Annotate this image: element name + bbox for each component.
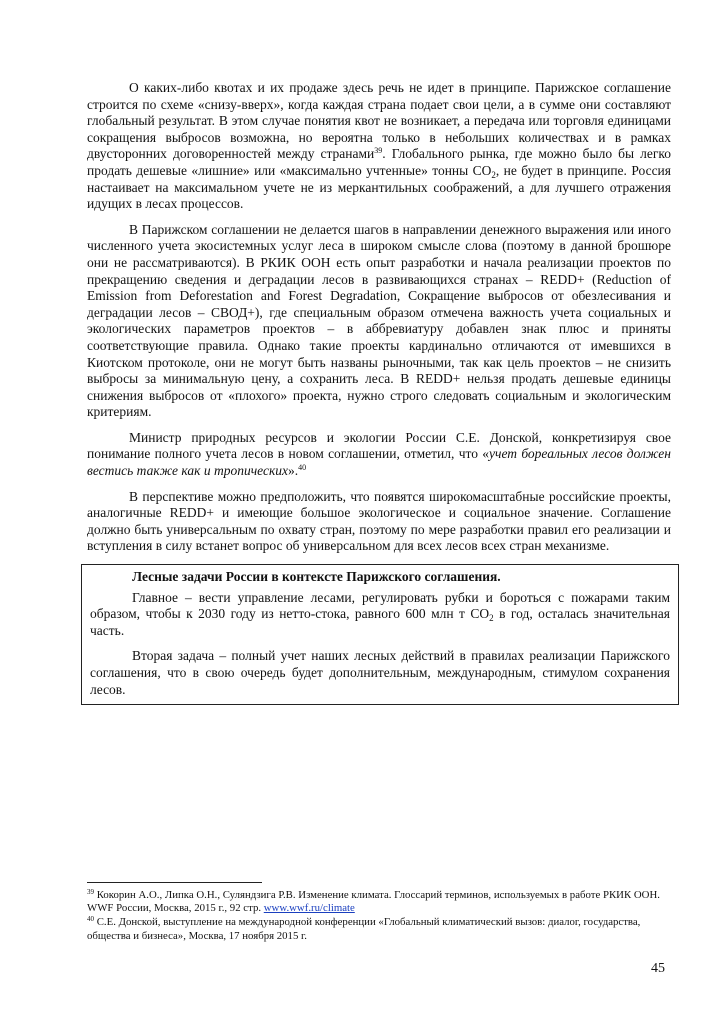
forest-tasks-box — [81, 564, 679, 705]
co2-subscript: 2 — [489, 613, 494, 624]
footnote-40: $^{40}$ С.Е. Донской, выступление на международной конференции «Глобальный климатический вызов: диалог, государства, общества и бизнеса», Москва, 17 ноября 2015 г. — [87, 915, 641, 942]
co2-subscript: 2 — [491, 169, 496, 180]
page-body — [87, 80, 671, 705]
paragraph-4: В перспективе можно предположить, что появятся широкомасштабные российские проекты, аналогичные REDD+ и имеющие большое экологическое и социальное значение. Соглашение должно быть универсальным по охвату стран, поэтому по мере разработки правил его реализации и вступления в силу встанет вопрос об универсальном для всех лесов всех стран механизме. — [87, 488, 671, 554]
page-number: 45 — [651, 961, 665, 976]
footnote-ref-40[interactable]: 40 — [298, 463, 307, 473]
minister-quote: учет бореальных лесов должен вестись также как и тропических — [87, 446, 671, 479]
paragraph-3: Министр природных ресурсов и экологии России С.Е. Донской, конкретизируя свое понимание полного учета лесов в новом соглашении, отметил, что «учет бореальных лесов должен вестись также как и тропических».$^{40}$ — [87, 429, 671, 479]
wwf-climate-link[interactable]: www.wwf.ru/climate — [263, 902, 355, 915]
paragraph-2: В Парижском соглашении не делается шагов в направлении денежного выражения или иного численного учета экосистемных услуг леса в широком смысле слова (поэтому в данной брошюре они не рассматриваются). В РКИК ООН есть опыт разработки и начала реализации проектов по прекращению сведения и деградации лесов в развивающихся странах – REDD+ (Reduction of Emission from Deforestation and Forest Degradation, Сокращение выбросов от обезлесивания и деградации лесов – СВОД+), где специальным образом отмечена важность учета социальных и экологических параметров проектов – в аббревиатуру добавлен знак плюс и приняты соответствующие правила. Однако такие проекты кардинально отличаются от имевшихся в Киотском протоколе, они не могут быть названы рыночными, так как цель проектов – не снизить выбросы за минимальную цену, а сохранить леса. В REDD+ нельзя продать дешевые единицы снижения выбросов от «плохого» проекта, нужно строго следовать социальным и экологическим критериям. — [87, 221, 671, 420]
box-paragraph-2: Вторая задача – полный учет наших лесных действий в правилах реализации Парижского соглашения, что в свою очередь будет дополнительным, международным, стимулом сохранения лесов. — [90, 648, 670, 697]
footnotes — [87, 889, 677, 944]
box-paragraph-1: Главное – вести управление лесами, регулировать рубки и бороться с пожарами таким образом, чтобы к 2030 году из нетто-стока, равного 600 млн т $СО_2$ в год, осталась значительная часть. — [90, 589, 670, 638]
footnote-divider — [87, 882, 262, 883]
footnote-39: $^{39}$ Кокорин А.О., Липка О.Н., Суляндзига Р.В. Изменение климата. Глоссарий терминов, используемых в работе РКИК ООН. WWF России, Москва, 2015 г., 92 стр. www.wwf.ru/climate — [87, 888, 660, 915]
footnote-ref-39[interactable]: 39 — [374, 146, 383, 156]
box-title: Лесные задачи России в контексте Парижского соглашения. — [132, 569, 501, 585]
paragraph-1: О каких-либо квотах и их продаже здесь речь не идет в принципе. Парижское соглашение строится по схеме «снизу-вверх», когда каждая страна подает свои цели, а в сумме они составляют глобальный результат. В этом случае понятия квот не возникает, а передача или торговля единицами сокращения выбросов возможна, но вероятна только в небольших количествах и в рамках двусторонних договоренностей между странами$^{39}$. Глобального рынка, где можно было бы легко продать дешевые «лишние» или «максимально учтенные» тонны $СО_2$, не будет в принципе. Россия настаивает на максимальном учете не из меркантильных соображений, а для лучшего отражения идущих в лесах процессов. — [87, 80, 671, 212]
